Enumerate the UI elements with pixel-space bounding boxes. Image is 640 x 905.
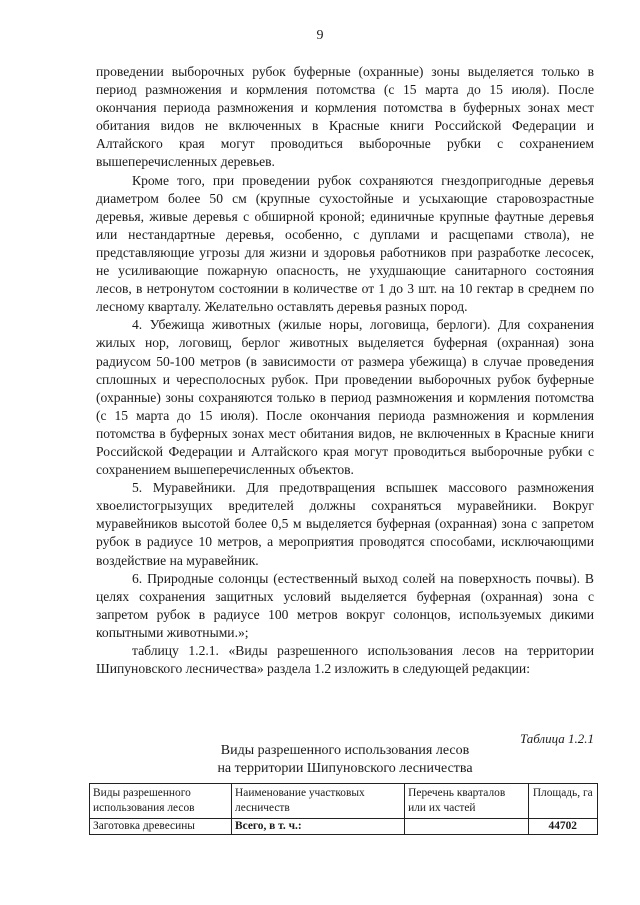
cell-use-type: Заготовка древесины: [90, 819, 232, 835]
forest-use-table: [89, 783, 598, 835]
header-forestry-name: Наименование участковых лесничеств: [232, 784, 405, 819]
cell-quarters: [405, 819, 528, 835]
header-area: Площадь, га: [528, 784, 597, 819]
table-row: [90, 819, 598, 835]
page-number: 9: [316, 28, 324, 43]
table-title-line: Виды разрешенного использования лесов: [220, 743, 470, 758]
paragraph: 6. Природные солонцы (естественный выход солей на поверхность почвы). В целях сохранения защитных условий выделяется буферная (охранная) зона с запретом рубок в радиусе 100 метров вокруг солонцов, используемых дикими копытными животными.»;: [96, 570, 594, 640]
header-use-type: Виды разрешенного использования лесов: [90, 784, 232, 819]
table-title: [96, 742, 594, 778]
paragraph: таблицу 1.2.1. «Виды разрешенного использования лесов на территории Шипуновского лесничества» раздела 1.2 изложить в следующей редакции:: [96, 643, 594, 677]
cell-forestry-name: Всего, в т. ч.:: [232, 819, 405, 835]
paragraph: Кроме того, при проведении рубок сохраняются гнездопригодные деревья диаметром более 50 см (крупные сухостойные и усыхающие старовозрастные деревья, живые деревья с обширной кроной; единичные крупные фаутные деревья или нестандартные деревья, особенно, с дуплами и расщепами ствола), не представляющие угрозы для жизни и здоровья работников при разработке лесосек, не усиливающие пожарную опасность, не ухудшающие санитарного состояния лесов, в нетронутом состоянии в количестве от 1 до 3 шт. на 10 гектар в среднем по лесному кварталу. Желательно оставлять деревья разных пород.: [96, 172, 594, 315]
header-quarters: Перечень кварталов или их частей: [405, 784, 528, 819]
paragraph: 4. Убежища животных (жилые норы, логовища, берлоги). Для сохранения жилых нор, логовищ, берлог животных выделяется буферная (охранная) зона радиусом 50-100 метров (в зависимости от размера убежища) в случае проведения сплошных и чересполосных рубок. При проведении выборочных рубок буферные (охранные) зоны сохраняются только в период размножения и кормления потомства (с 15 марта до 15 июля). После окончания периода размножения и кормления потомства в буферных зонах мест обитания видов, не включенных в Красные книги Российской Федерации и Алтайского края могут проводиться выборочные рубки с сохранением вышеперечисленных объектов.: [96, 317, 594, 478]
table-label: Таблица 1.2.1: [519, 731, 594, 746]
paragraph: 5. Муравейники. Для предотвращения вспышек массового размножения хвоелистогрызущих вредителей должны сохраняться муравейники. Вокруг муравейников высотой более 0,5 м выделяется буферная (охранная) зона с запретом рубок в радиусе 10 метров, а мероприятия проводятся способами, исключающими воздействие на муравейник.: [96, 480, 594, 568]
table-title-line: на территории Шипуновского лесничества: [217, 761, 473, 776]
cell-area: 44702: [528, 819, 597, 835]
table-header-row: [90, 784, 598, 819]
document-body: [96, 63, 594, 678]
paragraph: проведении выборочных рубок буферные (охранные) зоны выделяется только в период размножения и кормления потомства (с 15 марта до 15 июля). После окончания периода размножения и кормления потомства в буферных зонах мест обитания видов не включенных в Красные книги Российской Федерации и Алтайского края могут проводиться выборочные рубки с сохранением вышеперечисленных деревьев.: [96, 64, 594, 170]
